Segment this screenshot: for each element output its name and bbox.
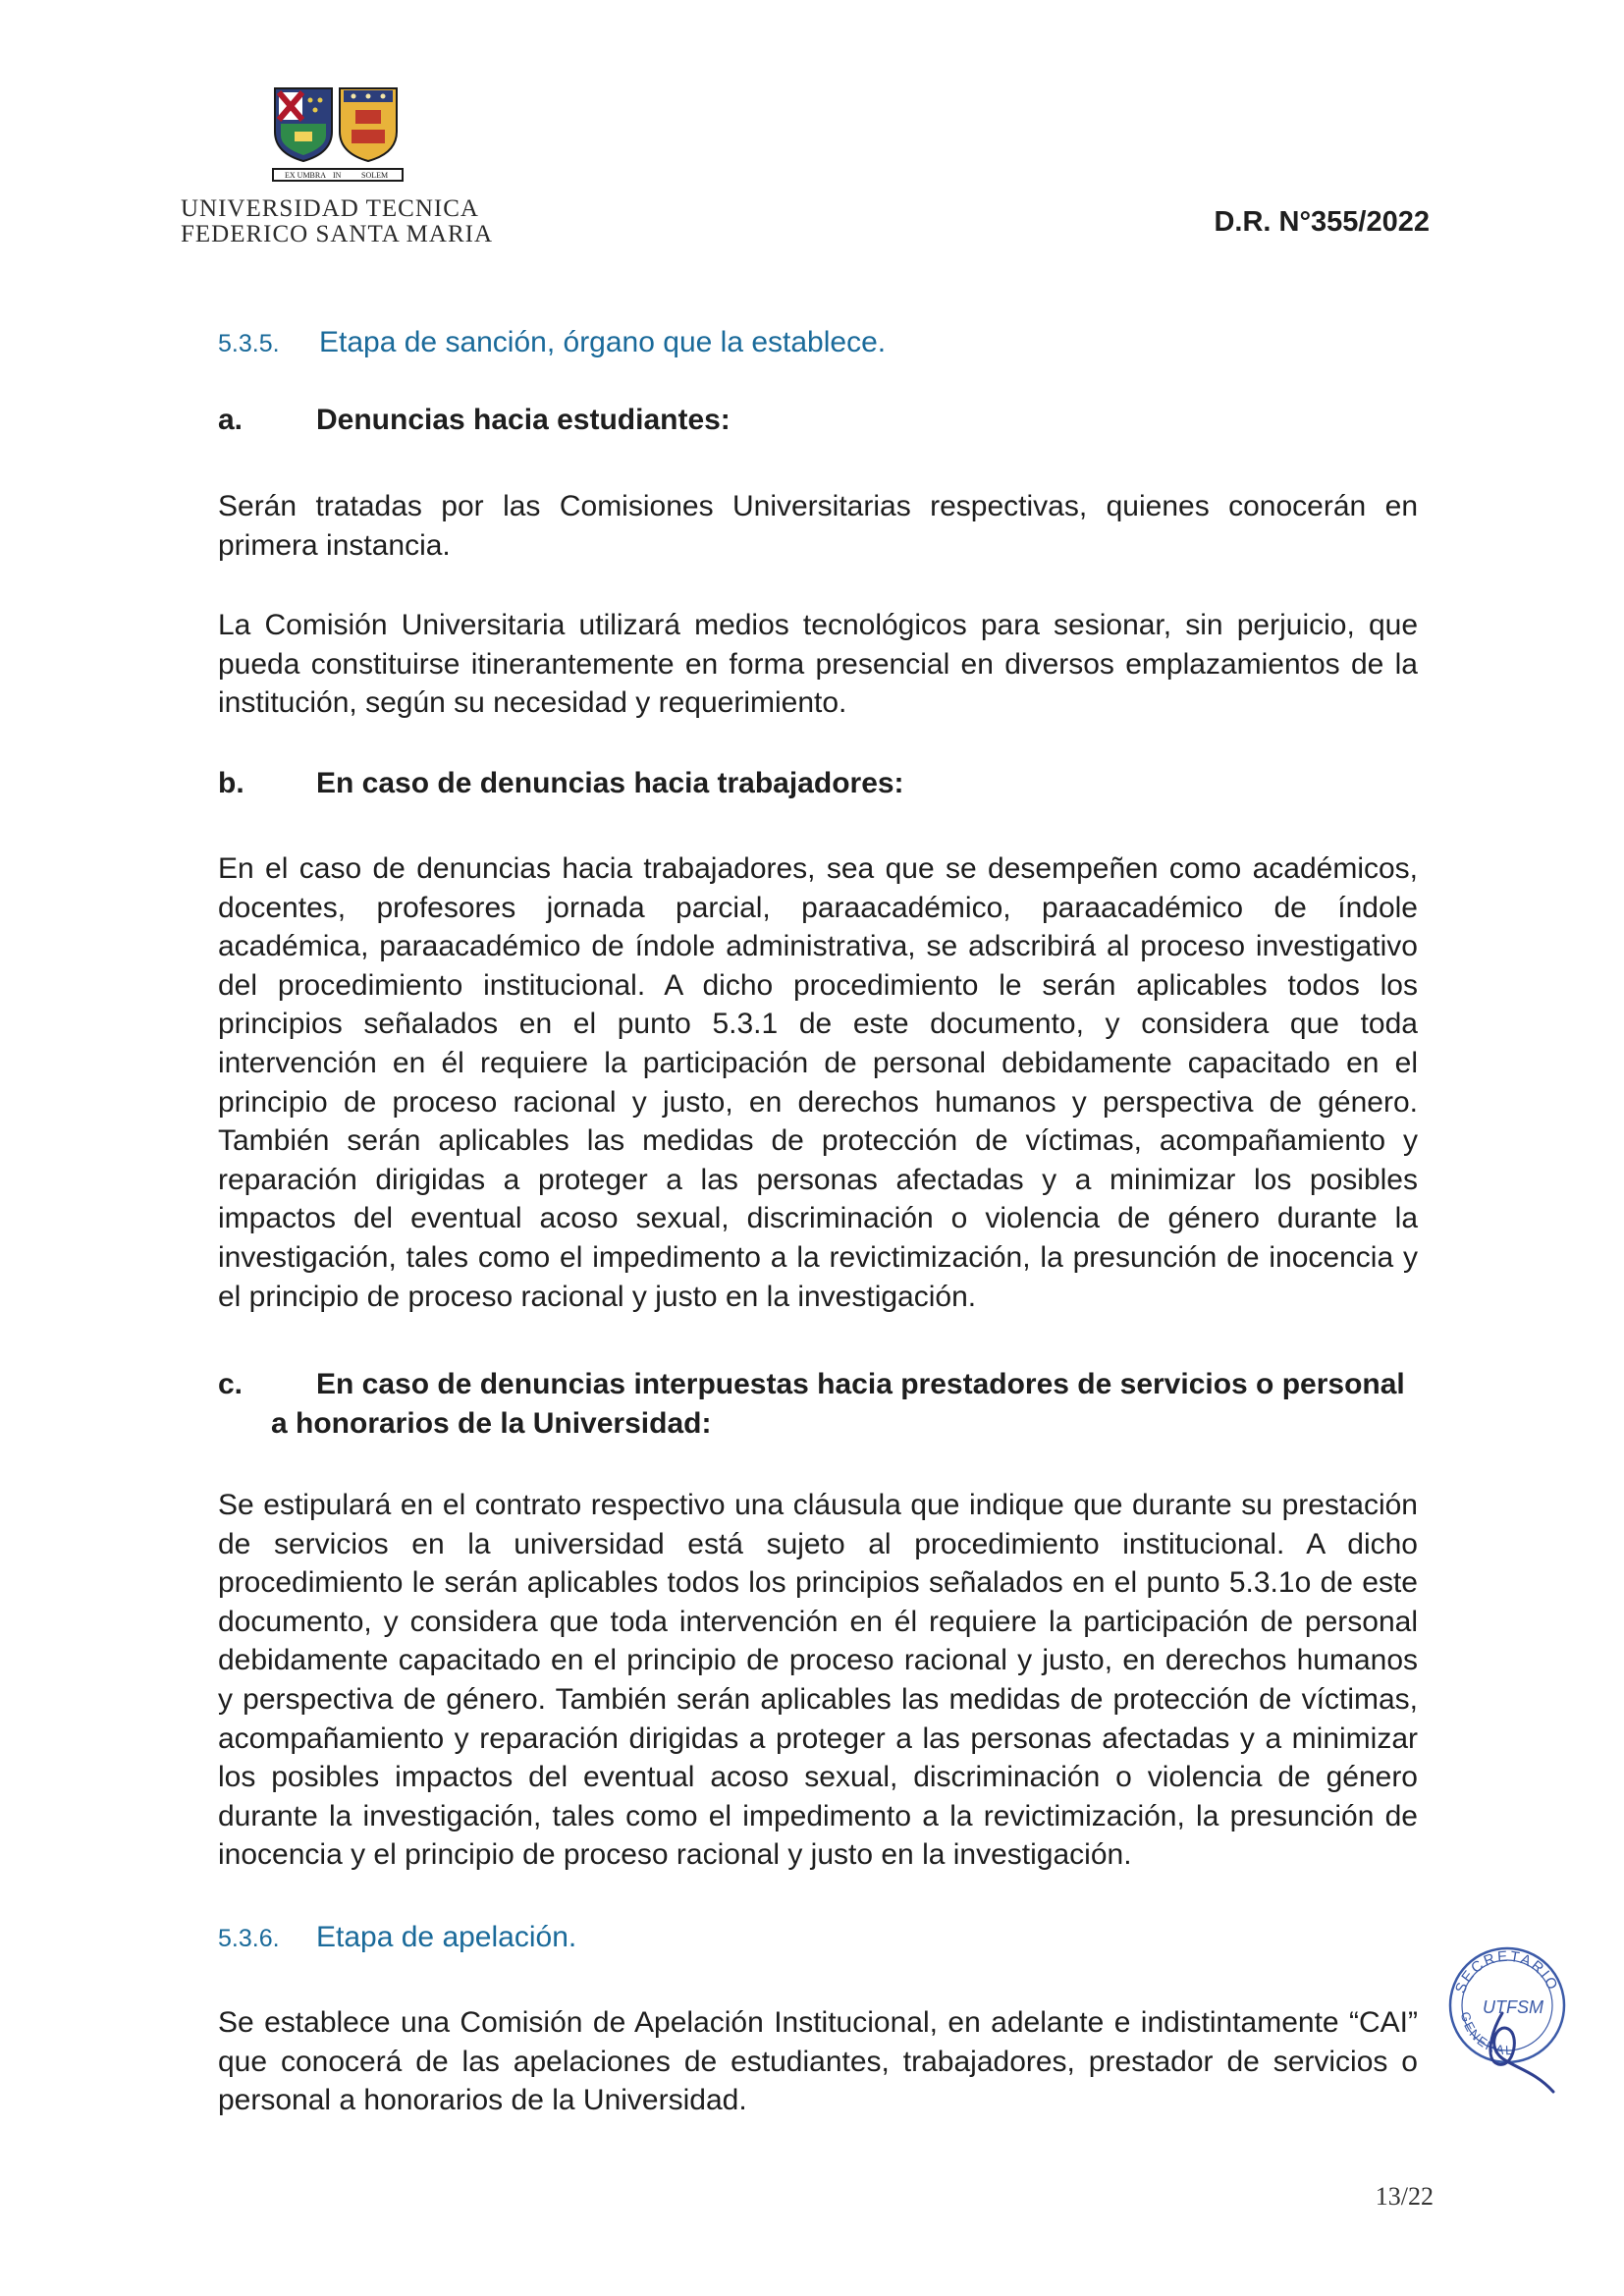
section-title: Etapa de sanción, órgano que la establece. [319,326,887,358]
university-name [181,196,493,247]
paragraph-5-3-6-1: Se establece una Comisión de Apelación Institucional, en adelante e indistintamente “CAI” que conocerá de las apelaciones de estudiantes, trabajadores, prestador de servicios o personal a honorarios de la Universidad. [218,2006,1418,2117]
paragraph-b-1: En el caso de denuncias hacia trabajadores, sea que se desempeñen como académicos, docentes, profesores jornada parcial, paraacadémico, paraacadémico de índole académica, paraacadémico de índole administrativa, se adscribirá al proceso investigativo del procedimiento institucional. A dicho procedimiento le serán aplicables todos los principios señalados en el punto 5.3.1 de este documento, y considera que toda intervención en él requiere la participación de personal debidamente capacitado en el principio de proceso racional y justo, en derechos humanos y perspectiva de género. También serán aplicables las medidas de protección de víctimas, acompañamiento y reparación dirigidas a proteger a las personas afectadas y a minimizar los posibles impactos del eventual acoso sexual, discriminación o violencia de género durante la investigación, tales como el impedimento a la revictimización, la presunción de inocencia y el principio de proceso racional y justo en la investigación. [218,852,1418,1313]
university-name-line2: FEDERICO SANTA MARIA [181,221,494,247]
section-number: 5.3.5. [218,330,280,357]
svg-text:UTFSM: UTFSM [1483,1997,1543,2017]
paragraph-a-1: Serán tratadas por las Comisiones Universitarias respectivas, quienes conocerán en primera instancia. [218,490,1418,562]
document-number: D.R. N°355/2022 [1214,206,1430,238]
svg-text:EX UMBRA: EX UMBRA [285,171,327,180]
subheading-letter: c. [218,1368,244,1400]
svg-text:SECRETARIO: SECRETARIO [1451,1947,1562,1996]
svg-text:GENERAL: GENERAL [1457,2010,1515,2058]
subheading-letter: b. [218,767,244,799]
section-heading-5-3-6 [218,1921,576,1954]
page-number: 13/22 [1375,2182,1434,2211]
paragraph-c-1: Se estipulará en el contrato respectivo una cláusula que indique que durante su prestación de servicios en la universidad está sujeto al procedimiento institucional. A dicho procedimiento le serán aplicables todos los principios señalados en el punto 5.3.1o de este documento, y considera que toda intervención en él requiere la participación de personal debidamente capacitado en el principio de proceso racional y justo, en derechos humanos y perspectiva de género. También serán aplicables las medidas de protección de víctimas, acompañamiento y reparación dirigidas a proteger a las personas afectadas y a minimizar los posibles impactos del eventual acoso sexual, discriminación o violencia de género durante la investigación, tales como el impedimento a la revictimización, la presunción de inocencia y el principio de proceso racional y justo en la investigación. [218,1489,1418,1872]
svg-text:IN: IN [333,171,342,180]
paragraph-a-2: La Comisión Universitaria utilizará medios tecnológicos para sesionar, sin perjuicio, que pueda constituirse itinerantemente en forma presencial en diversos emplazamientos de la institución, según su necesidad y requerimiento. [218,609,1418,720]
subheading-a [218,401,731,440]
subheading-title-line2: a honorarios de la Universidad: [271,1407,712,1440]
subheading-c [218,1365,1435,1444]
subheading-title: En caso de denuncias hacia trabajadores: [316,767,904,799]
section-title: Etapa de apelación. [316,1921,577,1953]
section-heading-5-3-5 [218,326,886,359]
university-name-line1: UNIVERSIDAD TECNICA [181,195,479,222]
university-logo [271,86,405,192]
subheading-letter: a. [218,404,244,436]
subheading-b [218,764,904,803]
subheading-title: Denuncias hacia estudiantes: [316,404,731,436]
section-number: 5.3.6. [218,1925,280,1952]
secretary-stamp [1434,1944,1571,2126]
subheading-title-line1: En caso de denuncias interpuestas hacia prestadores de servicios o personal [316,1368,1405,1400]
svg-text:SOLEM: SOLEM [361,171,389,180]
